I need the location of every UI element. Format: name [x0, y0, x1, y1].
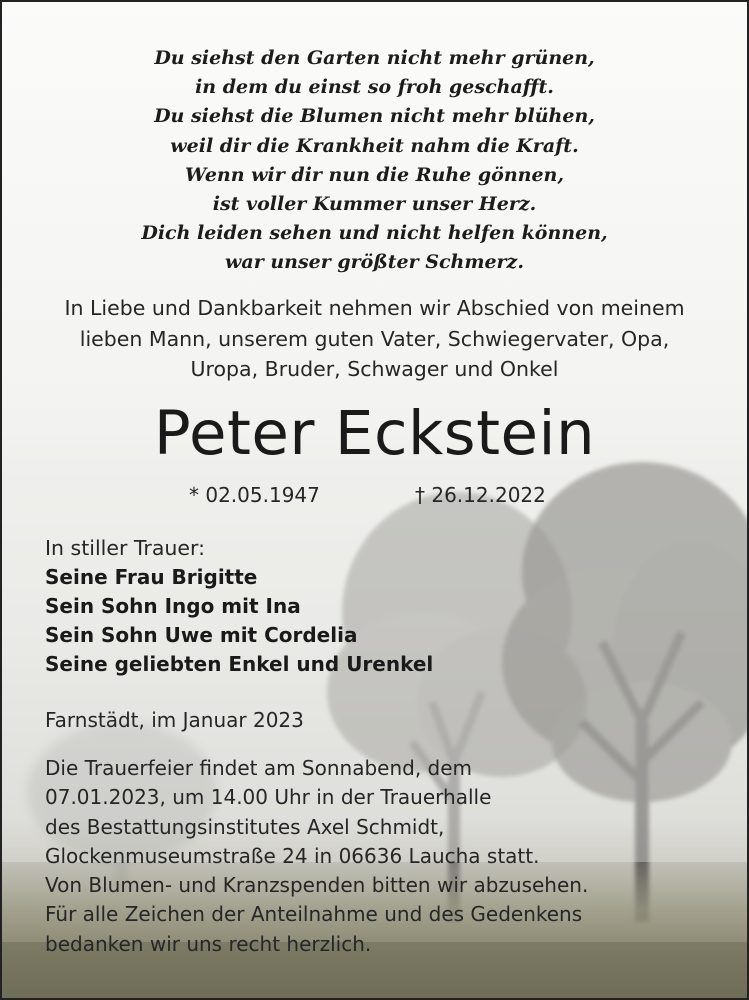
mourner: Seine Frau Brigitte	[45, 565, 258, 589]
poem-line: Du siehst die Blumen nicht mehr blühen,	[154, 105, 595, 128]
mourner: Seine geliebten Enkel und Urenkel	[45, 652, 434, 676]
funeral-line: des Bestattungsinstitutes Axel Schmidt,	[45, 814, 445, 839]
place-and-date: Farnstädt, im Januar 2023	[45, 708, 304, 732]
poem-line: Du siehst den Garten nicht mehr grünen,	[154, 47, 595, 69]
funeral-line: Die Trauerfeier findet am Sonnabend, dem	[45, 756, 473, 780]
birth-date: * 02.05.1947	[189, 483, 320, 507]
intro-line: lieben Mann, unserem guten Vater, Schwiegervater, Opa,	[79, 326, 670, 351]
mourner: Sein Sohn Uwe mit Cordelia	[45, 623, 358, 647]
funeral-line: Für alle Zeichen der Anteilnahme und des Gedenkens	[45, 902, 583, 927]
mourners-list	[45, 563, 433, 679]
intro-line: In Liebe und Dankbarkeit nehmen wir Abschied von meinem	[64, 296, 685, 320]
poem-line: weil dir die Krankheit nahm die Kraft.	[170, 134, 579, 157]
funeral-notice	[45, 754, 588, 959]
deceased-name: Peter Eckstein	[153, 398, 596, 469]
poem-line: war unser größter Schmerz.	[225, 251, 524, 274]
poem-line: Dich leiden sehen und nicht helfen können,	[141, 222, 608, 245]
mourner: Sein Sohn Ingo mit Ina	[45, 594, 301, 618]
funeral-line: Glockenmuseumstraße 24 in 06636 Laucha statt.	[45, 843, 540, 868]
mourning-intro: In stiller Trauer:	[45, 536, 205, 560]
death-date: † 26.12.2022	[415, 483, 546, 507]
funeral-line: 07.01.2023, um 14.00 Uhr in der Trauerhalle	[45, 785, 492, 810]
poem-line: ist voller Kummer unser Herz.	[212, 193, 537, 216]
funeral-line: Von Blumen- und Kranzspenden bitten wir abzusehen.	[45, 873, 589, 898]
life-dates	[2, 480, 747, 510]
intro-line: Uropa, Bruder, Schwager und Onkel	[190, 357, 559, 381]
poem-line: in dem du einst so froh geschafft.	[195, 76, 554, 99]
poem-line: Wenn wir dir nun die Ruhe gönnen,	[185, 163, 564, 186]
funeral-line: bedanken wir uns recht herzlich.	[45, 931, 372, 956]
farewell-intro	[2, 293, 747, 385]
poem	[2, 44, 747, 278]
